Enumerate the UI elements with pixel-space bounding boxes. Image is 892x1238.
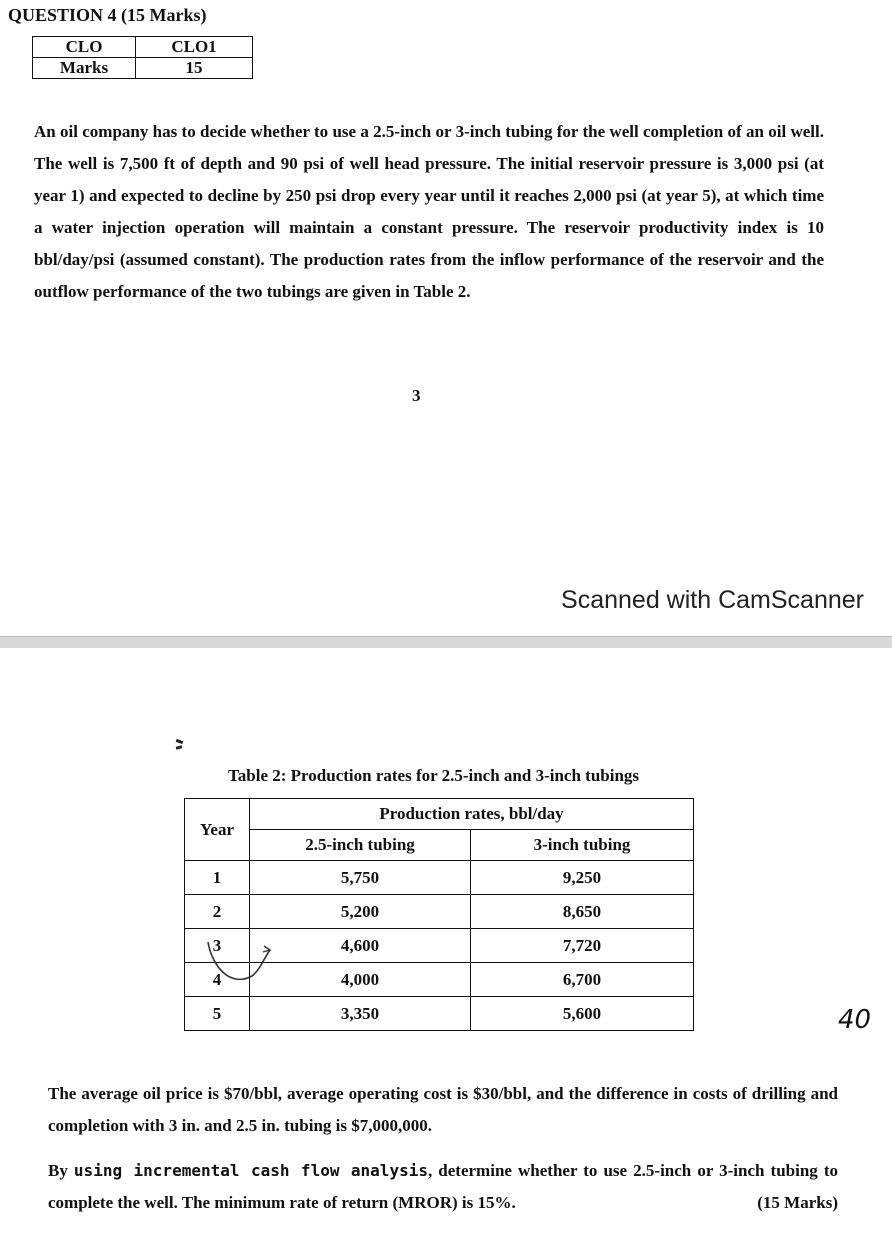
marks-value: 15 — [136, 58, 253, 79]
task-statement — [48, 1155, 838, 1219]
tubing-25-cell: 4,600 — [250, 929, 471, 963]
clo-table — [32, 36, 253, 79]
handwritten-note: 40 — [838, 1005, 872, 1035]
handwritten-scribble — [200, 936, 280, 996]
cost-statement: The average oil price is $70/bbl, average operating cost is $30/bbl, and the difference in costs of drilling and completion with 3 in. and 2.5 in. tubing is $7,000,000. — [48, 1084, 838, 1135]
task-prefix: By — [48, 1161, 74, 1180]
tubing-3-cell: 9,250 — [471, 861, 694, 895]
marks-label: Marks — [33, 58, 136, 79]
clo-label: CLO — [33, 37, 136, 58]
task-rest: , determine whether to use 2.5-inch or 3-inch tubing to complete the well. The minimum rate of return (MROR) is 15%. — [48, 1161, 839, 1212]
year-cell: 5 — [185, 997, 250, 1031]
marks-row — [33, 58, 253, 79]
table-row — [185, 997, 694, 1031]
year-cell: 1 — [185, 861, 250, 895]
table-header-row — [185, 799, 694, 830]
tubing-3-header: 3-inch tubing — [471, 830, 694, 861]
table-row — [185, 895, 694, 929]
scanner-watermark: Scanned with CamScanner — [561, 586, 864, 614]
tubing-3-cell: 7,720 — [471, 929, 694, 963]
tubing-25-cell: 5,200 — [250, 895, 471, 929]
tubing-25-cell: 3,350 — [250, 997, 471, 1031]
production-rates-header: Production rates, bbl/day — [250, 799, 694, 830]
marks-label: (15 Marks) — [757, 1193, 838, 1212]
tubing-3-cell: 8,650 — [471, 895, 694, 929]
clo-row — [33, 37, 253, 58]
scan-speck — [176, 745, 183, 749]
tubing-25-header: 2.5-inch tubing — [250, 830, 471, 861]
task-emphasis: using incremental cash flow analysis — [73, 1161, 428, 1180]
page-number: 3 — [412, 386, 421, 405]
year-cell: 4 — [185, 963, 250, 997]
table-subheader-row — [185, 830, 694, 861]
year-cell: 2 — [185, 895, 250, 929]
year-header: Year — [185, 799, 250, 861]
question-title: QUESTION 4 (15 Marks) — [8, 5, 207, 25]
tubing-25-cell: 5,750 — [250, 861, 471, 895]
clo-value: CLO1 — [136, 37, 253, 58]
problem-statement: An oil company has to decide whether to use a 2.5-inch or 3-inch tubing for the well completion of an oil well. The well is 7,500 ft of depth and 90 psi of well head pressure. The initial reservoir pressure is 3,000 psi (at year 1) and expected to decline by 250 psi drop every year until it reaches 2,000 psi (at year 5), at which time a water injection operation will maintain a constant pressure. The reservoir productivity index is 10 bbl/day/psi (assumed constant). The production rates from the inflow performance of the reservoir and the outflow performance of the two tubings are given in Table 2. — [34, 122, 824, 301]
scan-speck — [176, 739, 184, 744]
table-row — [185, 861, 694, 895]
year-cell: 3 — [185, 929, 250, 963]
tubing-3-cell: 6,700 — [471, 963, 694, 997]
production-rates-table — [184, 798, 694, 1031]
tubing-3-cell: 5,600 — [471, 997, 694, 1031]
scanned-page-2 — [0, 648, 892, 1238]
tubing-25-cell: 4,000 — [250, 963, 471, 997]
table-caption: Table 2: Production rates for 2.5-inch and 3-inch tubings — [228, 766, 640, 785]
